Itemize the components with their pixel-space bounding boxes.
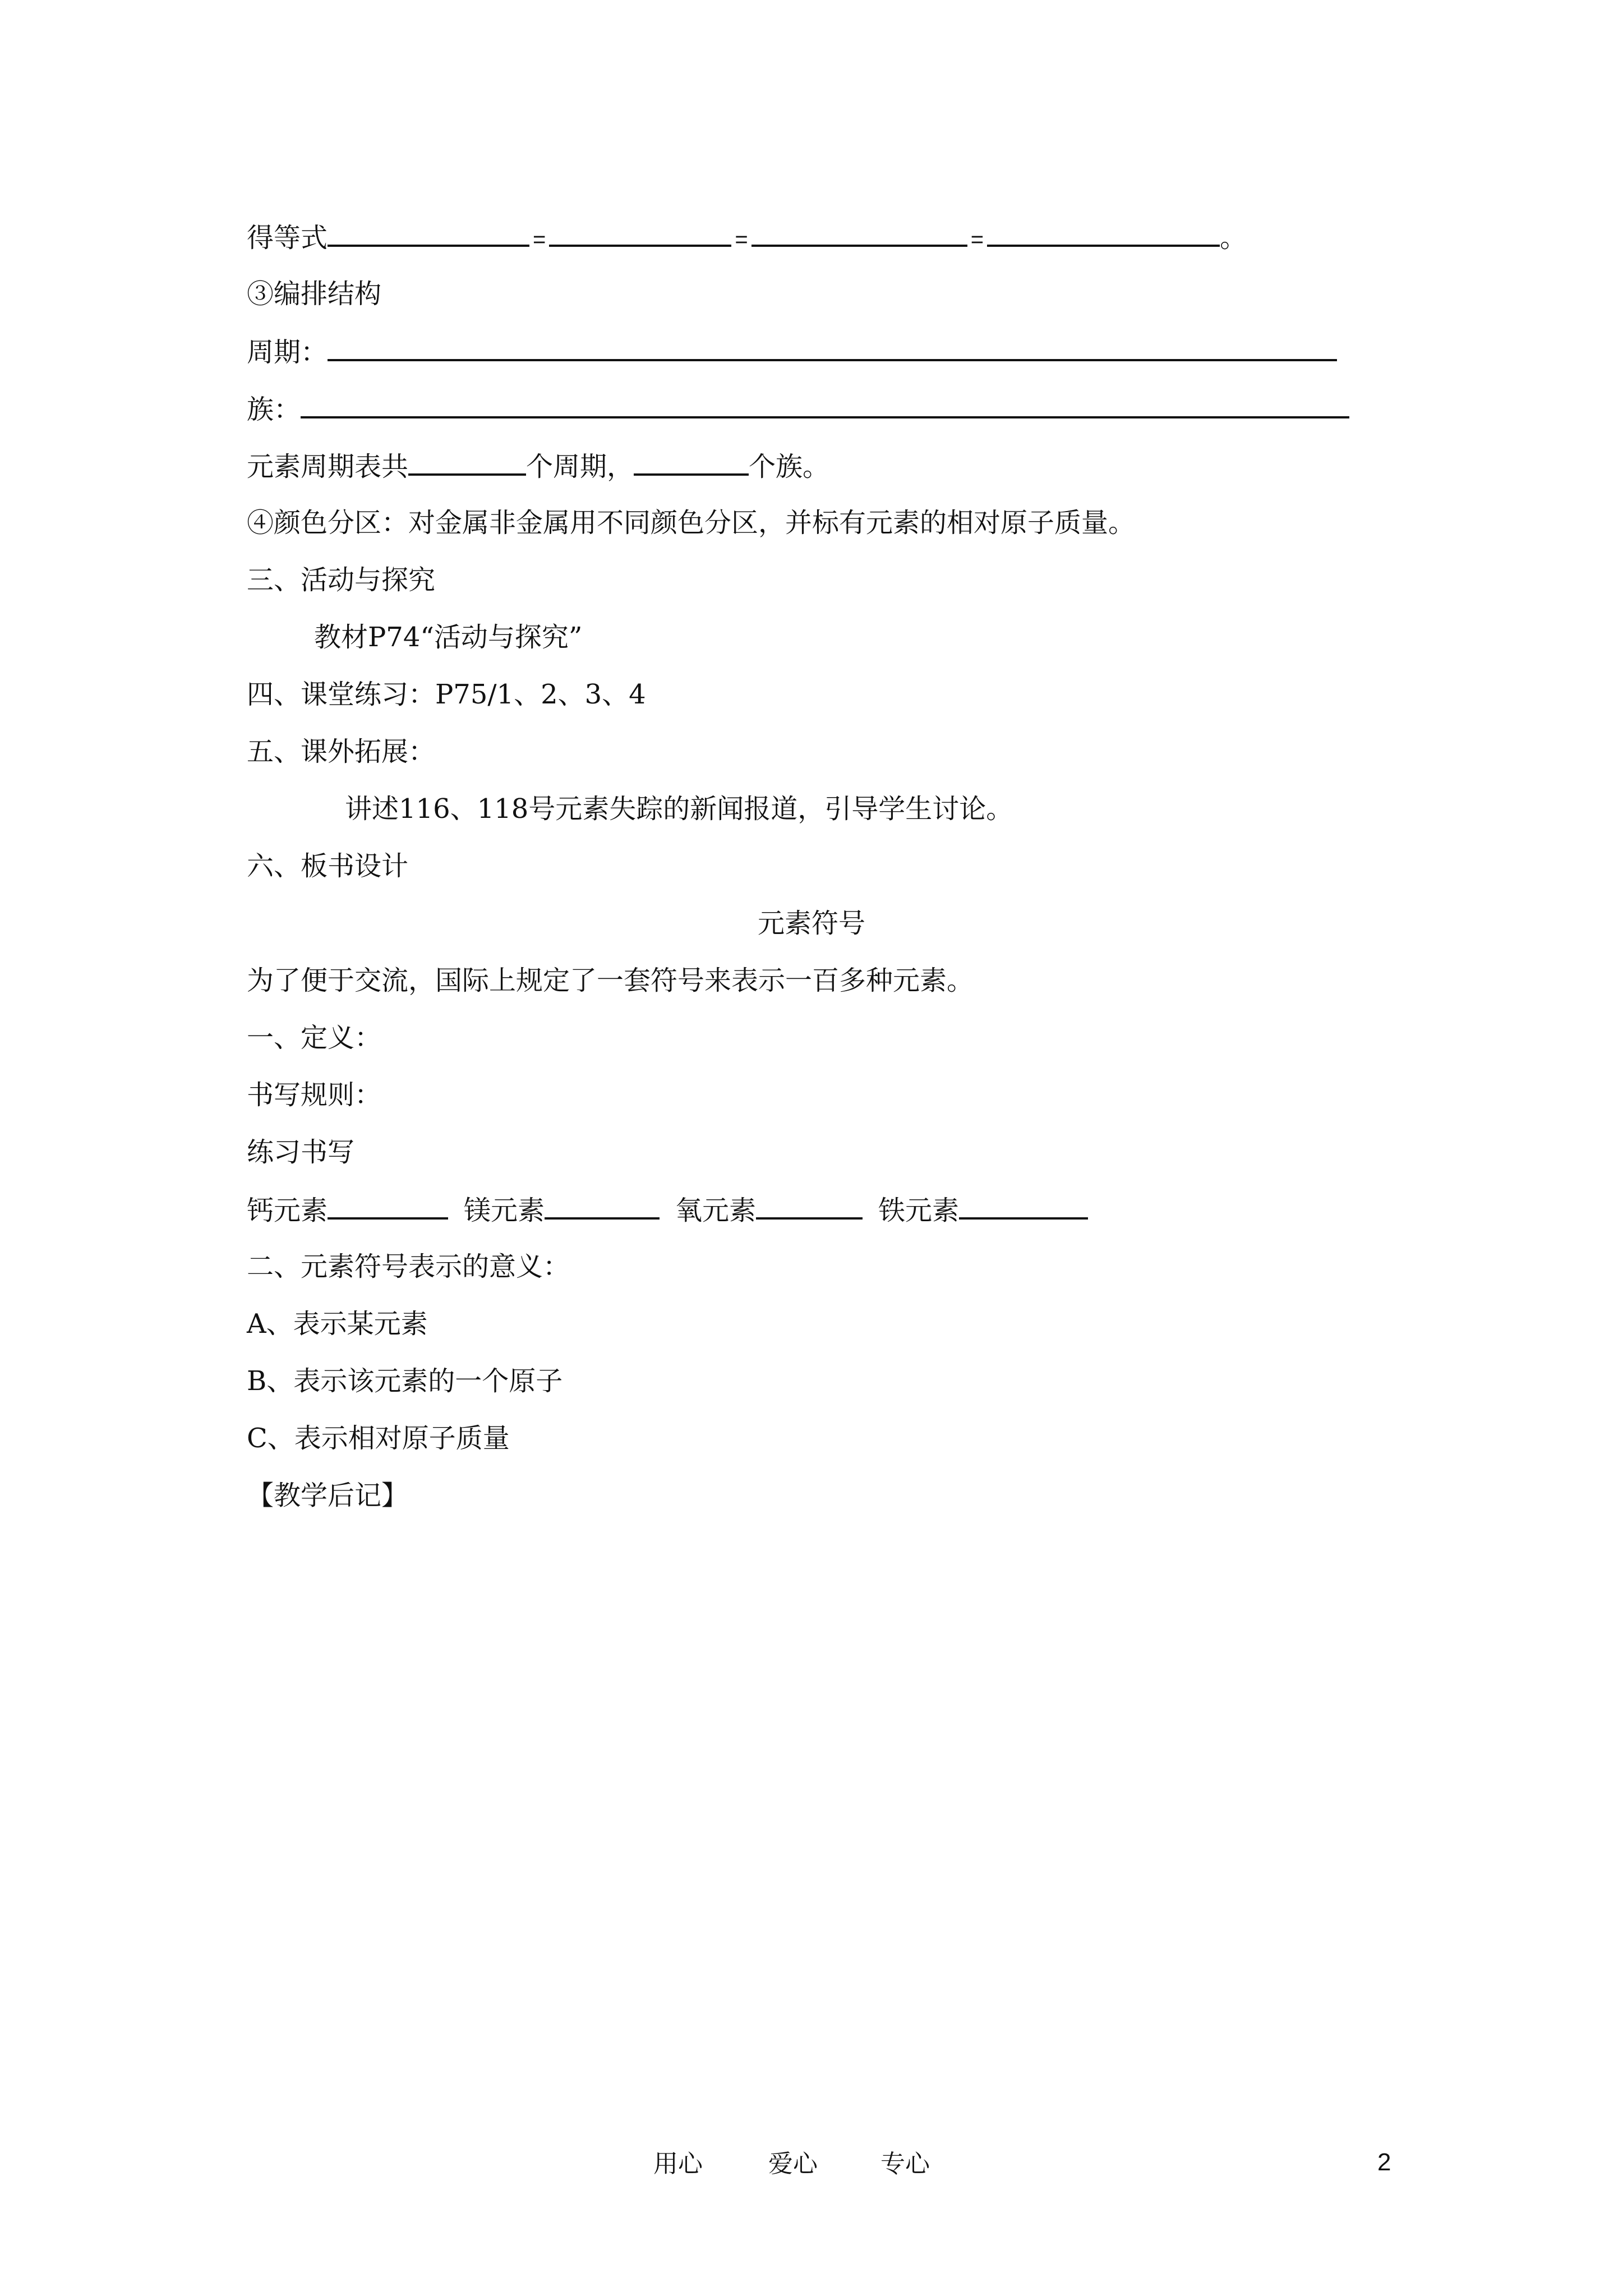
section-3-body: 教材P74“活动与探究” xyxy=(314,622,583,653)
group-blank xyxy=(301,392,1349,418)
period-label: 周期： xyxy=(247,337,328,368)
blank-2 xyxy=(549,220,731,247)
structure-heading: ③编排结构 xyxy=(247,278,382,310)
iron-blank xyxy=(959,1193,1088,1220)
magnesium-label: 镁元素 xyxy=(464,1195,545,1226)
table-count-prefix: 元素周期表共 xyxy=(247,451,409,482)
definition-heading: 一、定义： xyxy=(247,1022,382,1053)
period-blank xyxy=(328,334,1337,361)
group-label: 族： xyxy=(247,394,301,425)
group-line xyxy=(247,392,1349,426)
oxygen-label: 氧元素 xyxy=(675,1195,757,1226)
footer-word-1: 用心 xyxy=(653,2150,703,2178)
practice-heading: 练习书写 xyxy=(247,1137,355,1168)
blank-3 xyxy=(751,220,967,247)
blank-4 xyxy=(987,220,1220,247)
section-3-heading: 三、活动与探究 xyxy=(247,564,436,596)
magnesium-blank xyxy=(545,1193,660,1220)
footer-word-2: 爱心 xyxy=(768,2150,818,2178)
meaning-c: C、表示相对原子质量 xyxy=(247,1423,510,1454)
calcium-label: 钙元素 xyxy=(247,1195,328,1226)
meaning-heading: 二、元素符号表示的意义： xyxy=(247,1251,570,1282)
section-5-body: 讲述116、118号元素失踪的新闻报道，引导学生讨论。 xyxy=(345,793,1013,825)
equation-line xyxy=(247,220,1247,256)
oxygen-blank xyxy=(756,1193,863,1220)
color-zone-line: ④颜色分区：对金属非金属用不同颜色分区，并标有元素的相对原子质量。 xyxy=(247,507,1136,539)
rules-heading: 书写规则： xyxy=(247,1079,382,1111)
equals-2: = xyxy=(735,227,748,252)
iron-label: 铁元素 xyxy=(878,1195,960,1226)
section-4-heading: 四、课堂练习：P75/1、2、3、4 xyxy=(247,679,646,710)
period-line xyxy=(247,334,1337,369)
postscript-heading: 【教学后记】 xyxy=(247,1480,409,1511)
board-title: 元素符号 xyxy=(757,908,865,939)
blank-1 xyxy=(328,220,529,247)
meaning-a: A、表示某元素 xyxy=(247,1308,428,1340)
table-count-suffix: 个族。 xyxy=(749,451,830,482)
table-count-line xyxy=(247,449,829,484)
page-number: 2 xyxy=(1377,2148,1391,2176)
intro-text: 为了便于交流，国际上规定了一套符号来表示一百多种元素。 xyxy=(247,965,974,996)
period-count-blank xyxy=(408,449,526,476)
equation-suffix: 。 xyxy=(1220,222,1247,254)
footer-word-3: 专心 xyxy=(880,2150,930,2178)
meaning-b: B、表示该元素的一个原子 xyxy=(247,1365,563,1397)
equals-1: = xyxy=(533,227,546,252)
element-practice-line xyxy=(247,1193,1088,1227)
section-6-heading: 六、板书设计 xyxy=(247,850,409,882)
group-count-blank xyxy=(634,449,749,476)
table-count-mid: 个周期， xyxy=(526,451,634,482)
calcium-blank xyxy=(328,1193,448,1220)
equation-prefix: 得等式 xyxy=(247,222,328,254)
equals-3: = xyxy=(970,227,984,252)
section-5-heading: 五、课外拓展： xyxy=(247,736,436,767)
